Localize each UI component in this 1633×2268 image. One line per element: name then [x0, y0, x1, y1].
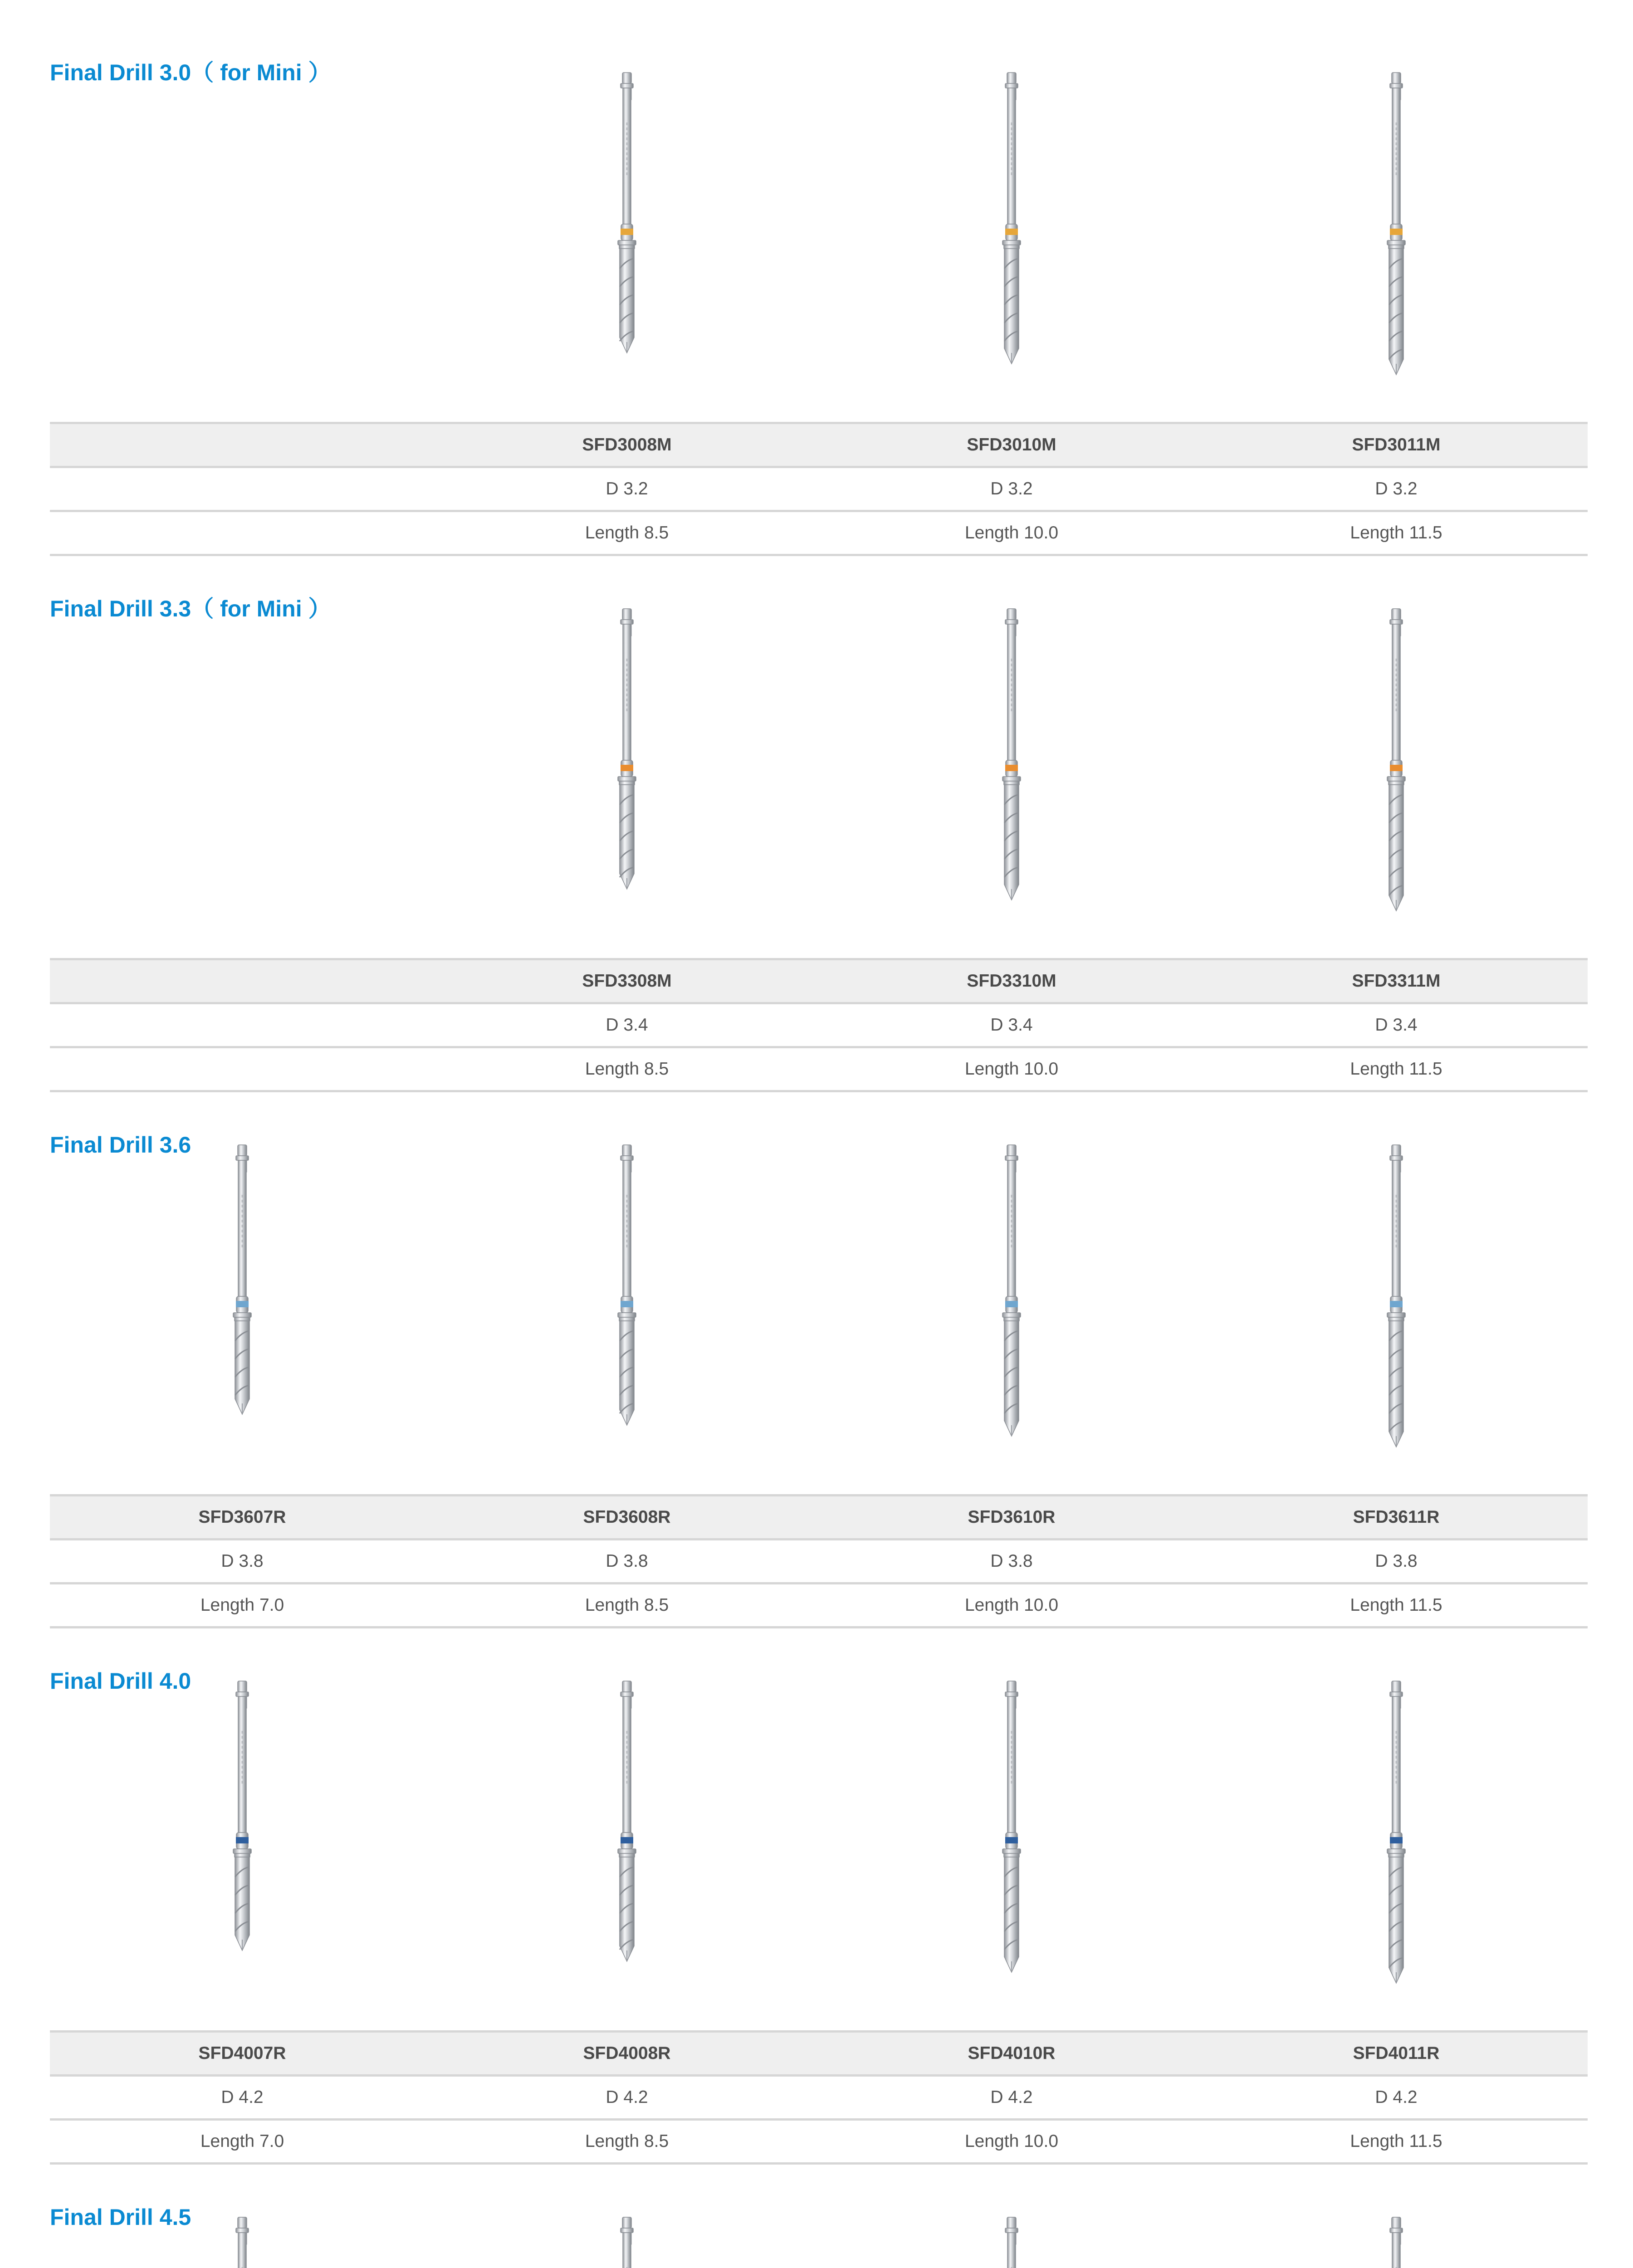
drill-latch-head [1392, 609, 1401, 620]
drill-stop-ring [1387, 1849, 1405, 1853]
product-code: SFD4008R [583, 2043, 671, 2063]
length-value: Length 7.0 [200, 2131, 284, 2151]
drill-stop-base [1004, 781, 1019, 785]
length-value: Length 11.5 [1350, 1059, 1442, 1079]
drill-color-band [1005, 229, 1018, 235]
drill-latch-head [622, 2217, 631, 2228]
product-code: SFD4010R [968, 2043, 1056, 2063]
drill-image-cell [1204, 609, 1589, 926]
diameter-value: D 3.8 [990, 1551, 1033, 1571]
product-section [50, 2195, 1588, 2268]
code-row [50, 1494, 1588, 1540]
length-row [50, 1048, 1588, 1092]
drill-stop-base [619, 1317, 635, 1321]
drill-image-cell [435, 1681, 819, 1999]
drill-image-cell [435, 2217, 819, 2268]
drill-cutting-body [620, 1321, 634, 1425]
drill-shank [1392, 2233, 1400, 2268]
drill-stop-base [619, 1853, 635, 1857]
product-section [50, 1658, 1588, 2173]
drill-latch-head [238, 1681, 247, 1692]
drill-latch-ring [621, 1692, 633, 1696]
drill-color-band [236, 1837, 249, 1843]
drill-stop-base [619, 245, 635, 249]
product-code: SFD3608R [583, 1507, 671, 1527]
length-row [50, 2121, 1588, 2165]
drill-latch-head [1007, 73, 1016, 83]
drill-image [1376, 609, 1417, 926]
diameter-value [50, 1004, 435, 1046]
diameter-row [50, 1004, 1588, 1048]
drill-image [606, 2217, 647, 2268]
drill-image [1376, 73, 1417, 390]
drill-image [606, 73, 647, 390]
drill-image-cell [819, 2217, 1204, 2268]
drill-latch-ring [1390, 2228, 1403, 2233]
product-section [50, 50, 1588, 565]
diameter-value: D 3.2 [1375, 479, 1418, 499]
drill-stop-base [1389, 1317, 1404, 1321]
drill-stop-ring [233, 1313, 251, 1317]
drill-latch-ring [1390, 1156, 1403, 1160]
drill-stop-ring [1387, 240, 1405, 245]
diameter-value: D 3.4 [990, 1015, 1033, 1035]
drill-stop-ring [618, 1849, 636, 1853]
drill-stop-ring [618, 240, 636, 245]
length-row [50, 512, 1588, 556]
diameter-value: D 3.8 [606, 1551, 648, 1571]
drill-stop-base [1004, 245, 1019, 249]
drill-shank [1392, 1160, 1400, 1296]
drill-color-band [621, 1301, 633, 1307]
drill-color-band [1005, 765, 1018, 771]
product-code: SFD3308M [582, 971, 672, 991]
drill-image-cell [819, 609, 1204, 926]
drill-shank [1007, 1160, 1016, 1296]
drill-latch-ring [236, 2228, 249, 2233]
drill-image-cell [1204, 1681, 1589, 1999]
drill-color-band [621, 765, 633, 771]
drill-latch-head [238, 1145, 247, 1156]
length-value: Length 8.5 [585, 1595, 669, 1615]
length-value: Length 10.0 [964, 1059, 1059, 1079]
drill-image-cell [819, 1681, 1204, 1999]
drill-color-band [621, 1837, 633, 1843]
drill-image-cell [819, 73, 1204, 390]
drill-image-cell [1204, 2217, 1589, 2268]
product-code: SFD3310M [967, 971, 1056, 991]
drill-color-band [236, 1301, 249, 1307]
drill-image [222, 1145, 263, 1462]
drill-latch-head [622, 73, 631, 83]
product-code [50, 424, 435, 466]
drill-latch-ring [1005, 620, 1018, 624]
drill-stop-ring [618, 777, 636, 781]
drill-shank [1007, 88, 1016, 224]
drill-image-cell [50, 1145, 435, 1462]
length-value [50, 512, 435, 554]
drill-stop-ring [1002, 240, 1021, 245]
drill-stop-base [1389, 1853, 1404, 1857]
drill-shank [1392, 1696, 1400, 1833]
length-value: Length 7.0 [200, 1595, 284, 1615]
section-title: Final Drill 3.0（ for Mini ） [50, 60, 331, 85]
length-value: Length 8.5 [585, 2131, 669, 2151]
drill-stop-base [619, 781, 635, 785]
drill-latch-ring [621, 620, 633, 624]
length-value: Length 11.5 [1350, 2131, 1442, 2151]
drill-shank [623, 88, 631, 224]
diameter-row [50, 1540, 1588, 1584]
drill-color-band [1390, 1301, 1403, 1307]
drill-latch-head [1392, 1145, 1401, 1156]
product-code: SFD4007R [198, 2043, 286, 2063]
drill-latch-ring [1005, 1692, 1018, 1696]
drill-image-cell [435, 1145, 819, 1462]
drill-shank [238, 1696, 246, 1833]
drill-shank [623, 624, 631, 760]
product-code: SFD4011R [1353, 2043, 1440, 2063]
length-value [50, 1048, 435, 1090]
diameter-value: D 3.8 [1375, 1551, 1418, 1571]
drill-stop-ring [1002, 1313, 1021, 1317]
drill-latch-ring [1005, 1156, 1018, 1160]
drill-latch-ring [621, 2228, 633, 2233]
section-title: Final Drill 3.6 [50, 1132, 191, 1158]
drill-image [606, 609, 647, 926]
drill-cutting-body [620, 785, 634, 889]
drill-latch-ring [236, 1156, 249, 1160]
drill-image [991, 1145, 1032, 1462]
drill-shank [623, 1160, 631, 1296]
drill-color-band [621, 229, 633, 235]
drill-color-band [1390, 229, 1403, 235]
drill-image [606, 1681, 647, 1999]
drill-shank [1007, 624, 1016, 760]
drill-cutting-body [620, 249, 634, 353]
spec-table [50, 958, 1588, 1086]
drill-stop-ring [233, 1849, 251, 1853]
diameter-value: D 3.8 [221, 1551, 264, 1571]
drill-shank [1392, 624, 1400, 760]
drill-color-band [1005, 1837, 1018, 1843]
drill-latch-ring [1390, 1692, 1403, 1696]
drill-image [1376, 1681, 1417, 1999]
length-value: Length 11.5 [1350, 523, 1442, 543]
drill-shank [238, 2233, 246, 2268]
drill-latch-ring [236, 1692, 249, 1696]
diameter-row [50, 468, 1588, 512]
drill-stop-ring [1387, 777, 1405, 781]
diameter-row [50, 2077, 1588, 2121]
length-row [50, 1584, 1588, 1628]
spec-table [50, 1494, 1588, 1622]
drill-shank [1392, 88, 1400, 224]
diameter-value: D 3.4 [1375, 1015, 1418, 1035]
drill-latch-head [1392, 1681, 1401, 1692]
section-title: Final Drill 4.0 [50, 1668, 191, 1694]
drill-shank [623, 2233, 631, 2268]
drill-latch-head [1007, 609, 1016, 620]
drill-shank [623, 1696, 631, 1833]
drill-latch-head [1392, 2217, 1401, 2228]
product-section [50, 1122, 1588, 1637]
code-row [50, 422, 1588, 468]
drill-stop-base [1389, 245, 1404, 249]
drill-image [991, 1681, 1032, 1999]
length-value: Length 8.5 [585, 1059, 669, 1079]
drill-image [1376, 1145, 1417, 1462]
diameter-value: D 3.2 [606, 479, 648, 499]
drill-image-cell [435, 609, 819, 926]
product-code: SFD3010M [967, 435, 1056, 455]
drill-color-band [1390, 1837, 1403, 1843]
product-section [50, 586, 1588, 1101]
spec-table [50, 2030, 1588, 2158]
drill-image [222, 2217, 263, 2268]
drill-stop-base [235, 1853, 250, 1857]
section-title: Final Drill 3.3（ for Mini ） [50, 596, 331, 621]
drill-latch-head [1007, 1681, 1016, 1692]
drill-latch-head [1392, 73, 1401, 83]
drill-stop-ring [1002, 777, 1021, 781]
diameter-value: D 3.4 [606, 1015, 648, 1035]
length-value: Length 8.5 [585, 523, 669, 543]
drill-latch-head [238, 2217, 247, 2228]
section-title: Final Drill 4.5 [50, 2204, 191, 2230]
drill-image-cell [50, 1681, 435, 1999]
product-code: SFD3008M [582, 435, 672, 455]
length-value: Length 10.0 [964, 1595, 1059, 1615]
drill-latch-ring [621, 83, 633, 88]
length-value: Length 11.5 [1350, 1595, 1442, 1615]
drill-latch-head [1007, 2217, 1016, 2228]
drill-image [991, 73, 1032, 390]
drill-color-band [1390, 765, 1403, 771]
drill-image-cell [1204, 1145, 1589, 1462]
drill-color-band [1005, 1301, 1018, 1307]
diameter-value: D 4.2 [221, 2087, 264, 2107]
product-code [50, 960, 435, 1002]
length-value: Length 10.0 [964, 2131, 1059, 2151]
product-code: SFD3011M [1352, 435, 1441, 455]
diameter-value [50, 468, 435, 510]
drill-cutting-body [620, 1857, 634, 1961]
product-code: SFD3607R [198, 1507, 286, 1527]
drill-image [991, 609, 1032, 926]
diameter-value: D 4.2 [606, 2087, 648, 2107]
drill-stop-ring [1002, 1849, 1021, 1853]
spec-table [50, 422, 1588, 550]
drill-latch-ring [1390, 620, 1403, 624]
drill-image-cell [50, 2217, 435, 2268]
drill-stop-ring [1387, 1313, 1405, 1317]
code-row [50, 2030, 1588, 2077]
drill-image [1376, 2217, 1417, 2268]
drill-image-cell [435, 73, 819, 390]
code-row [50, 958, 1588, 1004]
drill-shank [238, 1160, 246, 1296]
drill-image [222, 1681, 263, 1999]
drill-image [606, 1145, 647, 1462]
drill-shank [1007, 1696, 1016, 1833]
drill-stop-base [1389, 781, 1404, 785]
drill-image [991, 2217, 1032, 2268]
drill-image-cell [1204, 73, 1589, 390]
drill-stop-base [1004, 1853, 1019, 1857]
drill-latch-ring [621, 1156, 633, 1160]
drill-latch-ring [1005, 2228, 1018, 2233]
drill-latch-head [1007, 1145, 1016, 1156]
drill-latch-ring [1390, 83, 1403, 88]
diameter-value: D 4.2 [1375, 2087, 1418, 2107]
drill-latch-head [622, 1145, 631, 1156]
drill-stop-ring [618, 1313, 636, 1317]
drill-stop-base [235, 1317, 250, 1321]
diameter-value: D 4.2 [990, 2087, 1033, 2107]
drill-shank [1007, 2233, 1016, 2268]
product-code: SFD3610R [968, 1507, 1056, 1527]
product-code: SFD3311M [1352, 971, 1441, 991]
drill-image-cell [819, 1145, 1204, 1462]
drill-latch-head [622, 609, 631, 620]
drill-latch-head [622, 1681, 631, 1692]
product-code: SFD3611R [1353, 1507, 1440, 1527]
diameter-value: D 3.2 [990, 479, 1033, 499]
drill-latch-ring [1005, 83, 1018, 88]
length-value: Length 10.0 [964, 523, 1059, 543]
drill-stop-base [1004, 1317, 1019, 1321]
